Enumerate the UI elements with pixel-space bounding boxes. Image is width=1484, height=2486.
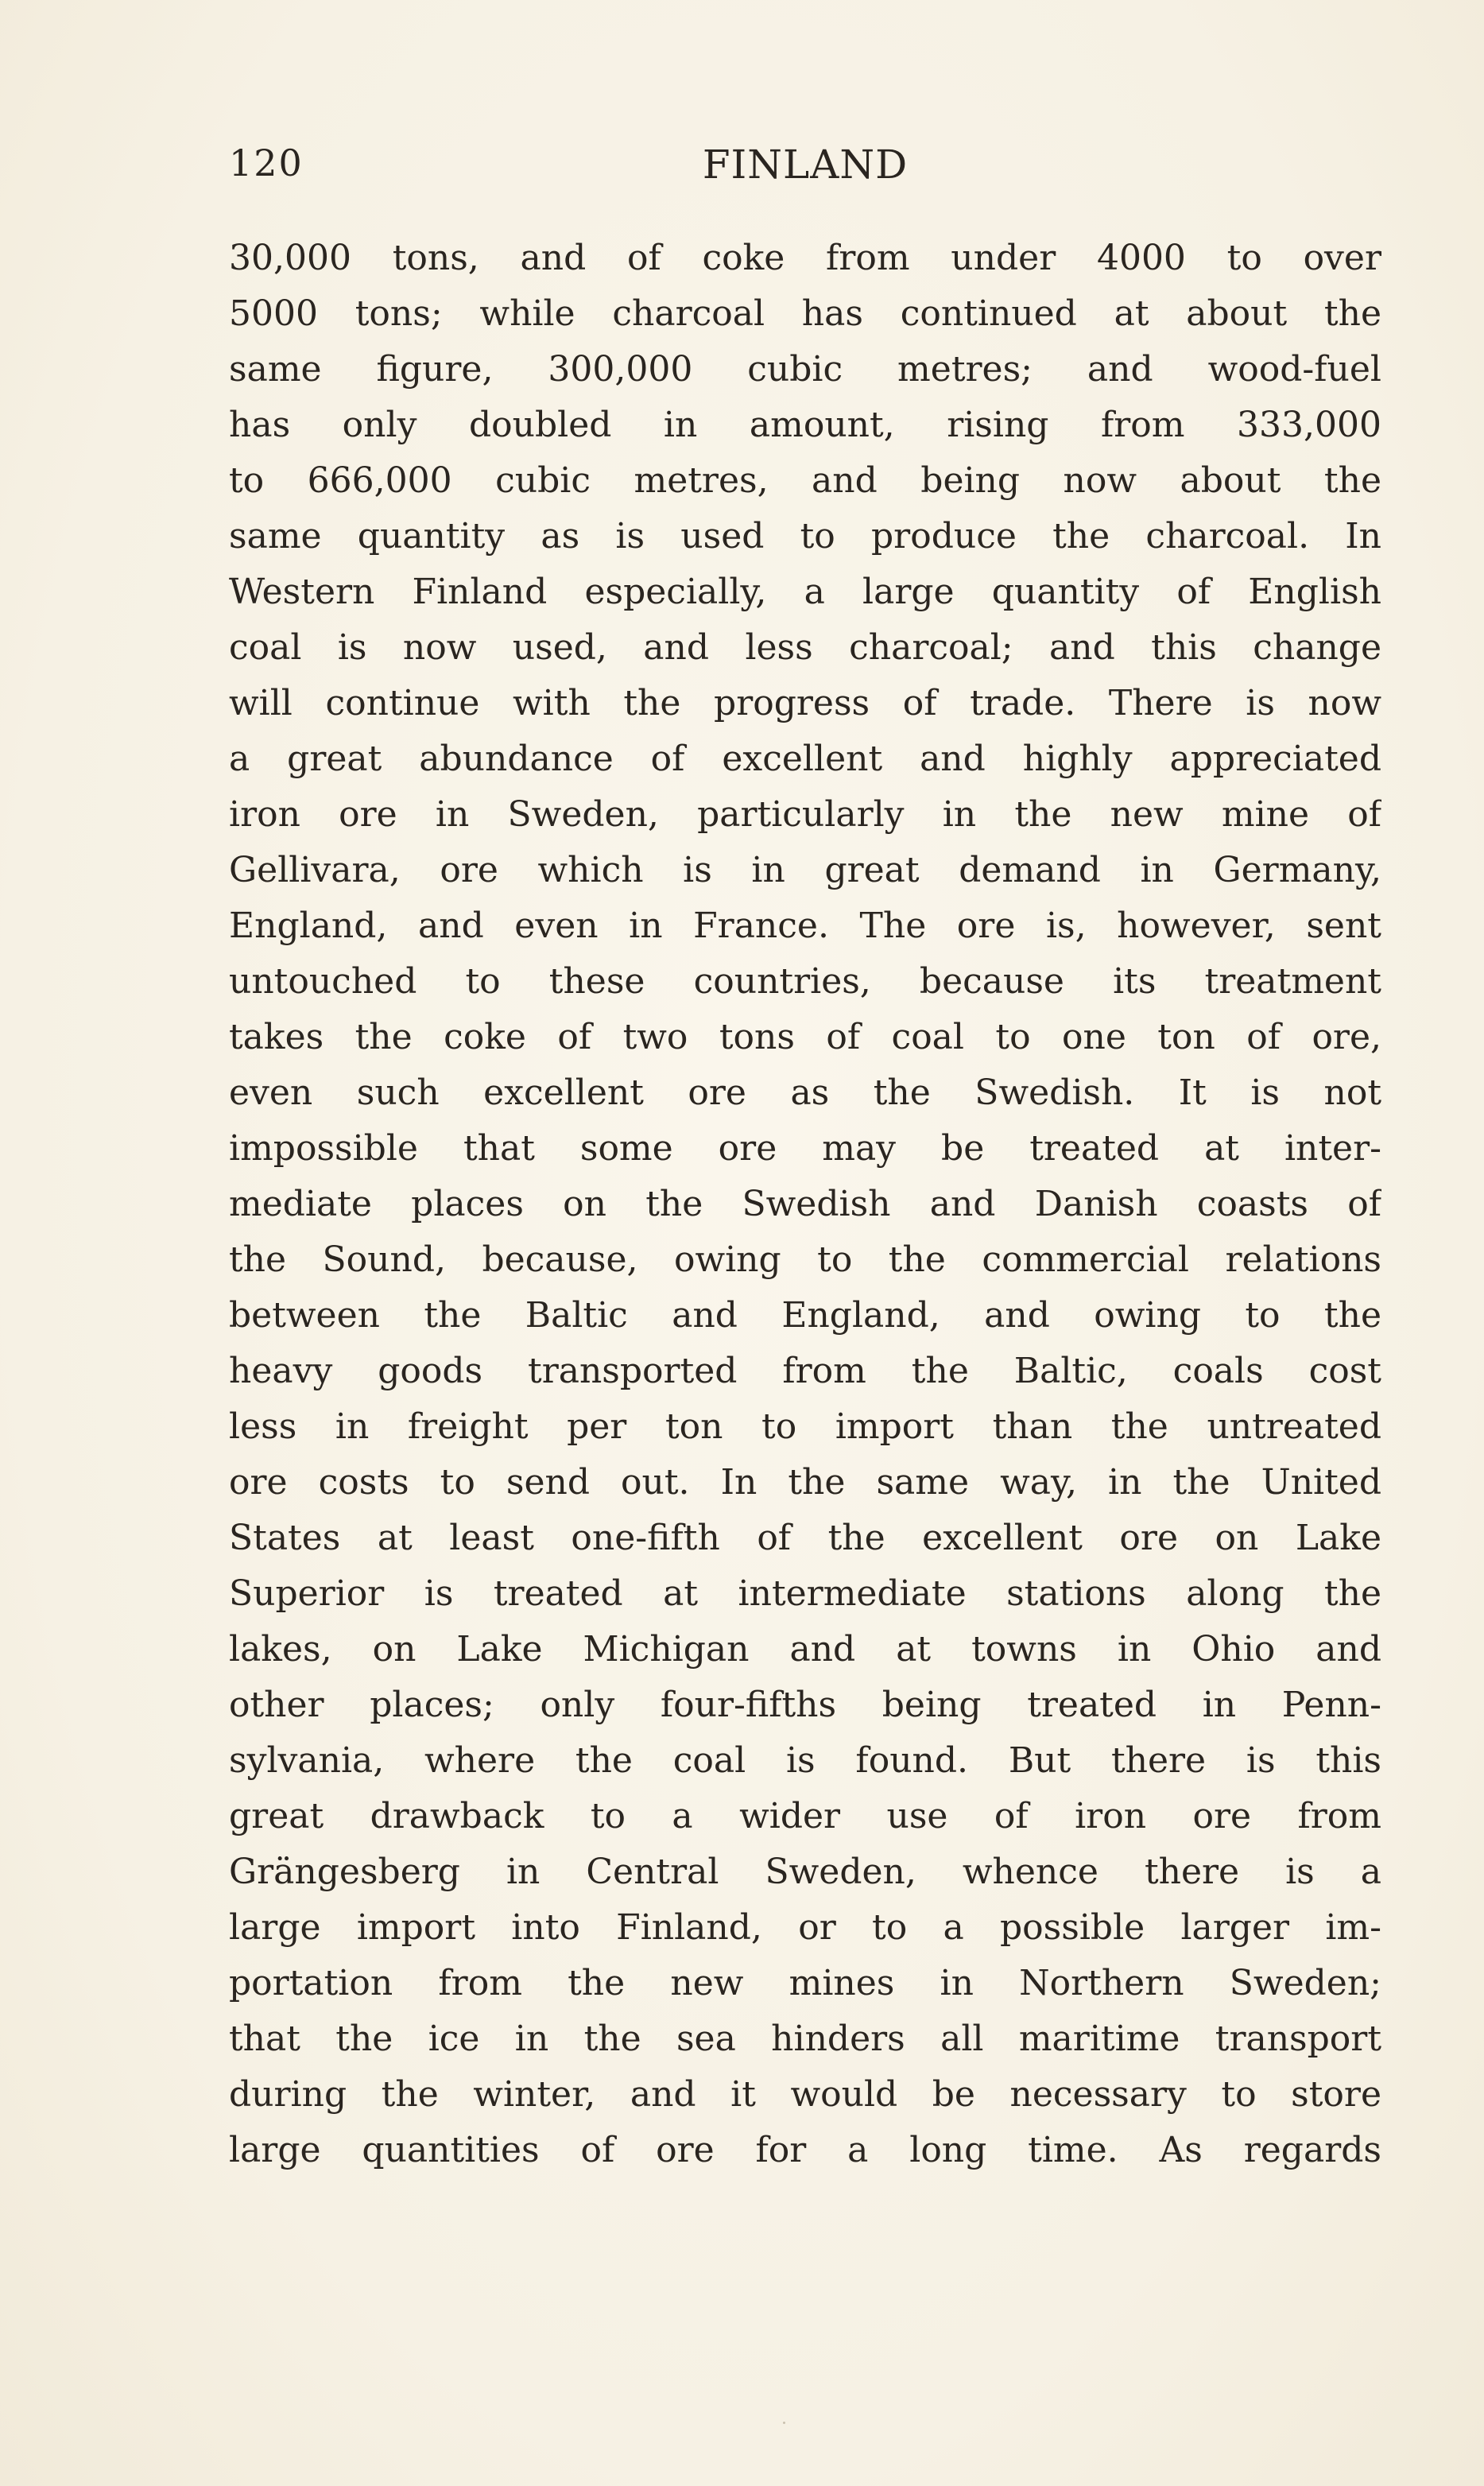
paper-speck <box>783 2422 785 2424</box>
text-line: even such excellent ore as the Swedish. It is not <box>229 1072 1381 1113</box>
text-line: Western Finland especially, a large quantity of English <box>229 572 1381 612</box>
text-line: heavy goods transported from the Baltic, coals cost <box>229 1351 1381 1391</box>
text-line: that the ice in the sea hinders all maritime transport <box>229 2019 1381 2059</box>
text-line: iron ore in Sweden, particularly in the new mine of <box>229 794 1381 835</box>
text-line: 30,000 tons, and of coke from under 4000 to over <box>229 238 1381 278</box>
text-line: to 666,000 cubic metres, and being now about the <box>229 460 1381 501</box>
text-line: same figure, 300,000 cubic metres; and wood-fuel <box>229 349 1381 390</box>
running-head <box>229 142 1381 197</box>
text-line: between the Baltic and England, and owing to the <box>229 1295 1381 1336</box>
text-line: large quantities of ore for a long time. As regards <box>229 2130 1381 2170</box>
text-line: lakes, on Lake Michigan and at towns in Ohio and <box>229 1629 1381 1670</box>
text-line: Superior is treated at intermediate stations along the <box>229 1573 1381 1614</box>
text-line: untouched to these countries, because its treatment <box>229 961 1381 1002</box>
text-line: large import into Finland, or to a possible larger im- <box>229 1907 1381 1948</box>
text-line: other places; only four-fifths being treated in Penn- <box>229 1685 1381 1725</box>
text-line: ore costs to send out. In the same way, in the United <box>229 1462 1381 1503</box>
text-line: 5000 tons; while charcoal has continued at about the <box>229 293 1381 334</box>
text-line: portation from the new mines in Northern Sweden; <box>229 1963 1381 2003</box>
text-line: will continue with the progress of trade. There is now <box>229 683 1381 723</box>
body-text <box>229 231 1381 2178</box>
text-line: less in freight per ton to import than the untreated <box>229 1406 1381 1447</box>
text-line: a great abundance of excellent and highly appreciated <box>229 739 1381 779</box>
page-number: 120 <box>229 142 304 184</box>
text-line: mediate places on the Swedish and Danish coasts of <box>229 1184 1381 1224</box>
text-line: Gellivara, ore which is in great demand in Germany, <box>229 850 1381 890</box>
text-line: England, and even in France. The ore is, however, sent <box>229 906 1381 946</box>
text-line: takes the coke of two tons of coal to one ton of ore, <box>229 1017 1381 1057</box>
text-line: impossible that some ore may be treated at inter- <box>229 1128 1381 1169</box>
running-title: FINLAND <box>702 142 909 188</box>
text-line: sylvania, where the coal is found. But there is this <box>229 1740 1381 1781</box>
text-line: coal is now used, and less charcoal; and this change <box>229 627 1381 668</box>
text-line: Grängesberg in Central Sweden, whence there is a <box>229 1852 1381 1892</box>
text-line: the Sound, because, owing to the commercial relations <box>229 1239 1381 1280</box>
text-line: has only doubled in amount, rising from 333,000 <box>229 405 1381 445</box>
text-line: States at least one-fifth of the excellent ore on Lake <box>229 1518 1381 1558</box>
text-line: great drawback to a wider use of iron ore from <box>229 1796 1381 1836</box>
text-line: during the winter, and it would be necessary to store <box>229 2074 1381 2115</box>
text-line: same quantity as is used to produce the charcoal. In <box>229 516 1381 557</box>
